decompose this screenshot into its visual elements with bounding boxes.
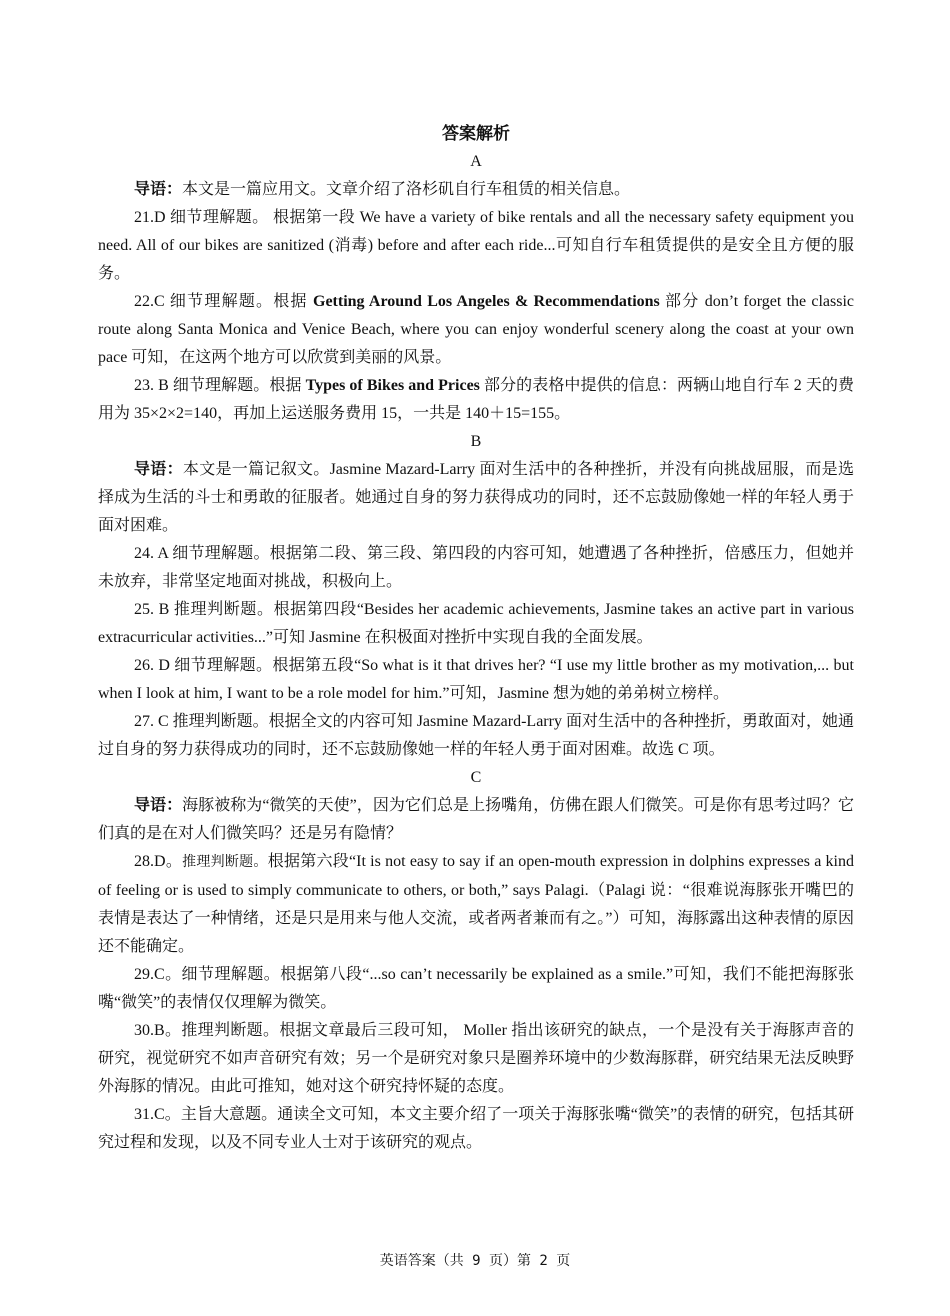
- section-a-intro: [98, 176, 854, 204]
- answer-text: 23. B 细节理解题。根据: [134, 377, 306, 394]
- answer-text: 22.C 细节理解题。根据: [134, 293, 313, 310]
- answer-25: 25. B 推理判断题。根据第四段“Besides her academic achievements, Jasmine takes an active part in various extracurricular activities...”可知 Jasmine 在积极面对挫折中实现自我的全面发展。: [98, 601, 854, 646]
- section-c-intro: [98, 792, 854, 848]
- page-title: 答案解析: [442, 124, 510, 143]
- section-heading-ref: Getting Around Los Angeles & Recommendations: [313, 293, 660, 310]
- answer-text: 部分的表格中提供的信息：两辆山地自行车 2 天的费用为 35×2×2=140，再加上运送服务费用 15，一共是 140＋15=155。: [98, 377, 854, 422]
- answer-29: 29.C。细节理解题。根据第八段“...so can’t necessarily be explained as a smile.”可知，我们不能把海豚张嘴“微笑”的表情仅仅理解为微笑。: [98, 966, 854, 1011]
- answer-31: 31.C。主旨大意题。通读全文可知，本文主要介绍了一项关于海豚张嘴“微笑”的表情的研究，包括其研究过程和发现，以及不同专业人士对于该研究的观点。: [98, 1106, 854, 1151]
- answer-30: 30.B。推理判断题。根据文章最后三段可知， Moller 指出该研究的缺点，一个是没有关于海豚声音的研究，视觉研究不如声音研究有效；另一个是研究对象只是圈养环境中的少数海豚群，研究结果无法反映野外海豚的情况。由此可推知，她对这个研究持怀疑的态度。: [98, 1022, 854, 1095]
- answer-content: [98, 120, 854, 1157]
- section-letter-c: C: [470, 769, 482, 786]
- answer-26: 26. D 细节理解题。根据第五段“So what is it that drives her? “I use my little brother as my motivation,... but when I look at him, I want to be a role model for him.”可知，Jasmine 想为她的弟弟树立榜样。: [98, 657, 854, 702]
- section-letter-a: A: [470, 153, 482, 170]
- intro-label: 导语：: [134, 181, 183, 198]
- answer-28: [98, 848, 854, 961]
- section-b-intro: [98, 456, 854, 540]
- intro-text: 海豚被称为“微笑的天使”，因为它们总是上扬嘴角，仿佛在跟人们微笑。可是你有思考过吗？它们真的是在对人们微笑吗？还是另有隐情？: [98, 797, 854, 842]
- page-footer: 英语答案（共 9 页）第 2 页: [379, 1253, 571, 1269]
- section-letter-b: B: [470, 433, 482, 450]
- question-type: 推理判断题。: [182, 855, 268, 870]
- answer-24: 24. A 细节理解题。根据第二段、第三段、第四段的内容可知，她遭遇了各种挫折，倍感压力，但她并未放弃，非常坚定地面对挑战，积极向上。: [98, 545, 854, 590]
- intro-label: 导语：: [134, 461, 183, 478]
- answer-27: 27. C 推理判断题。根据全文的内容可知 Jasmine Mazard-Larry 面对生活中的各种挫折，勇敢面对，她通过自身的努力获得成功的同时，还不忘鼓励像她一样的年轻人勇于面对困难。故选 C 项。: [98, 713, 854, 758]
- answer-22: [98, 288, 854, 372]
- answer-text: 28.D。: [134, 853, 183, 870]
- answer-text: 部分 don’t forget the classic route along Santa Monica and Venice Beach, where you can enjoy wonderful scenery along the coast at your own pace 可知，在这两个地方可以欣赏到美丽的风景。: [98, 293, 854, 366]
- intro-label: 导语：: [134, 797, 183, 814]
- intro-text: 本文是一篇记叙文。Jasmine Mazard-Larry 面对生活中的各种挫折，并没有向挑战屈服，而是选择成为生活的斗士和勇敢的征服者。她通过自身的努力获得成功的同时，还不忘鼓励像她一样的年轻人勇于面对困难。: [98, 461, 854, 534]
- answer-text: 根据第六段“It is not easy to say if an open-mouth expression in dolphins expresses a kind of feeling or is used to simply communicate to others, or both,” says Palagi.（Palagi 说：“很难说海豚张开嘴巴的表情是表达了一种情绪，还是只是用来与他人交流，或者两者兼而有之。”）可知，海豚露出这种表情的原因还不能确定。: [98, 853, 855, 955]
- section-heading-ref: Types of Bikes and Prices: [305, 377, 480, 394]
- intro-text: 本文是一篇应用文。文章介绍了洛杉矶自行车租赁的相关信息。: [182, 181, 631, 198]
- answer-23: [98, 372, 854, 428]
- answer-21: 21.D 细节理解题。 根据第一段 We have a variety of bike rentals and all the necessary safety equipment you need. All of our bikes are sanitized (消毒) before and after each ride...可知自行车租赁提供的是安全且方便的服务。: [98, 209, 854, 282]
